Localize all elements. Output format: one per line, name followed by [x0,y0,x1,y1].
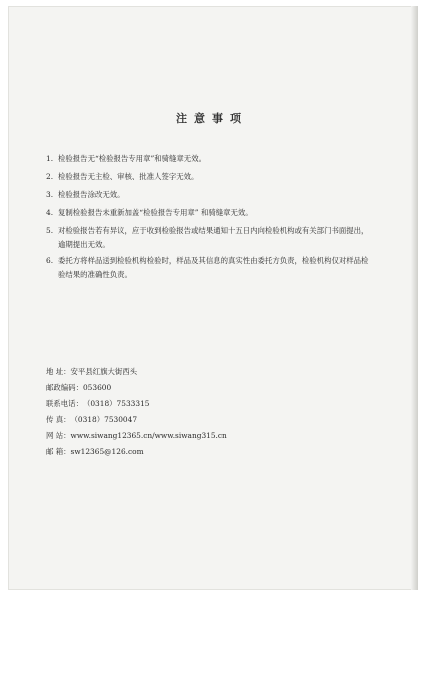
notice-text: 复制检验报告未重新加盖“检验报告专用章” 和骑缝章无效。 [58,208,253,217]
notice-text: 检验报告无“检验报告专用章”和骑缝章无效。 [58,154,206,163]
notice-number: 2. [46,172,54,181]
page-edge-shadow [411,6,418,590]
postcode-row [46,382,111,394]
notice-number: 6. [46,256,54,265]
phone-value: （0318）7533315 [82,399,150,408]
email-link[interactable]: sw12365@126.com [70,447,144,456]
notice-number: 4. [46,208,54,217]
address-row [46,366,137,378]
page-title: 注意事项 [176,112,248,125]
document-page [8,6,418,590]
fax-label: 传 真： [46,415,71,424]
email-row [46,446,144,458]
website-row [46,430,227,442]
postcode-value: 053600 [82,383,112,392]
notice-number: 3. [46,190,54,199]
notice-text: 对检验报告若有异议，应于收到检验报告或结果通知十五日内向检验机构或有关部门书面提出，逾期提出无效。 [58,226,369,249]
address-label: 地 址： [46,367,71,376]
website-label: 网 站： [46,431,71,440]
notice-text: 检验报告无主检、审核、批准人签字无效。 [58,172,199,181]
phone-row [46,398,149,410]
fax-row [46,414,137,426]
notice-number: 1. [46,154,54,163]
email-label: 邮 箱： [46,447,71,456]
fax-value: （0318）7530047 [70,415,138,424]
notice-number: 5. [46,226,54,235]
bottom-margin [0,590,424,700]
notice-text: 委托方将样品送到检验机构检验时，样品及其信息的真实性由委托方负责，检验机构仅对样品检验结果的准确性负责。 [58,256,369,279]
notice-text: 检验报告涂改无效。 [58,190,125,199]
address-value: 安平县红旗大街西头 [70,367,138,376]
phone-label: 联系电话： [46,399,83,408]
postcode-label: 邮政编码： [46,383,83,392]
website-link[interactable]: www.siwang12365.cn/www.siwang315.cn [70,431,227,440]
